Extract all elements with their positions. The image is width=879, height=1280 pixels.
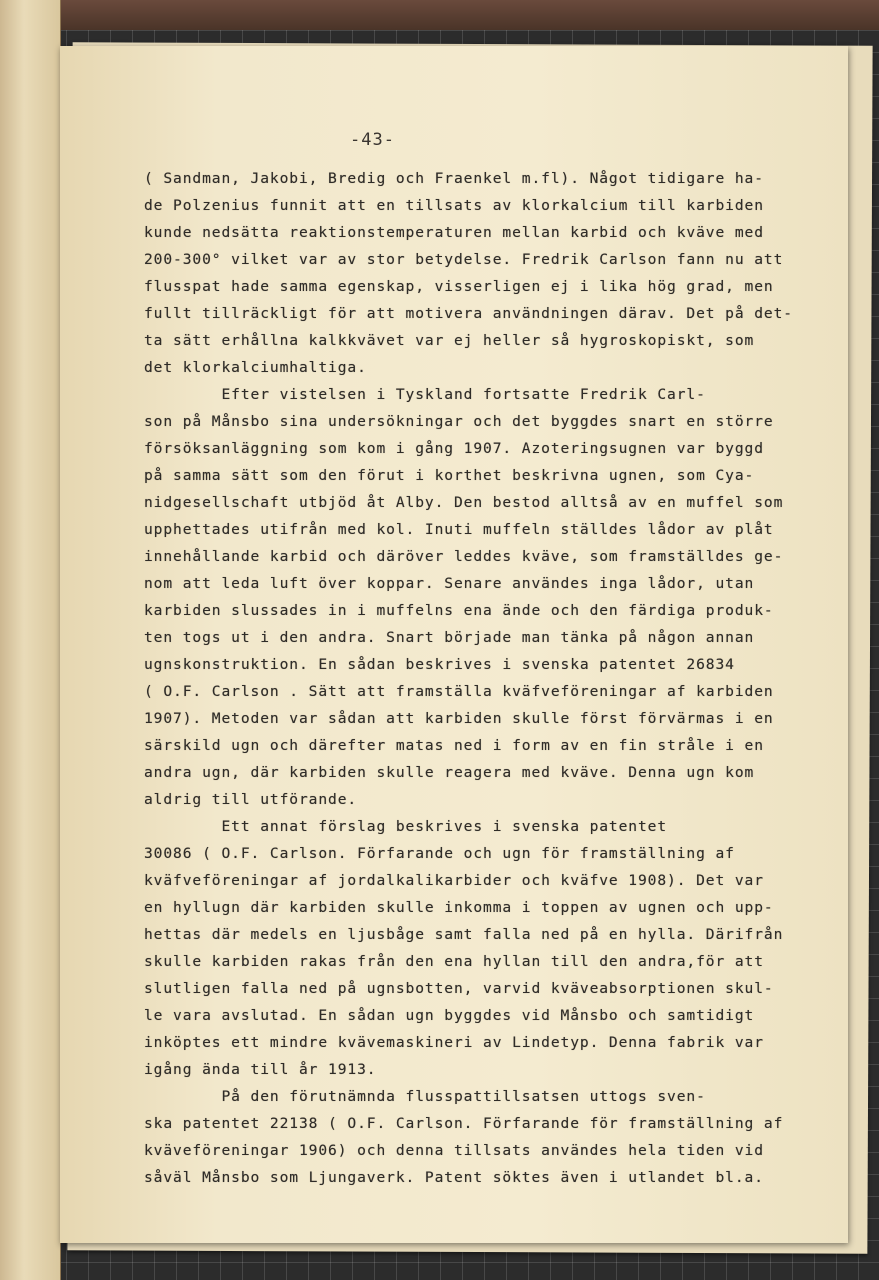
text-line: ( Sandman, Jakobi, Bredig och Fraenkel m.fl). Något tidigare ha- [144, 170, 764, 187]
table-edge [0, 0, 879, 30]
text-line: le vara avslutad. En sådan ugn byggdes vid Månsbo och samtidigt [144, 1007, 755, 1024]
text-line: aldrig till utförande. [144, 791, 358, 808]
text-line: innehållande karbid och däröver leddes kväve, som framställdes ge- [144, 548, 784, 565]
text-line: ten togs ut i den andra. Snart började man tänka på någon annan [144, 629, 755, 646]
text-line: kunde nedsätta reaktionstemperaturen mellan karbid och kväve med [144, 224, 764, 241]
text-line: 200-300° vilket var av stor betydelse. Fredrik Carlson fann nu att [144, 251, 784, 268]
text-line: inköptes ett mindre kvävemaskineri av Lindetyp. Denna fabrik var [144, 1034, 764, 1051]
text-line: 30086 ( O.F. Carlson. Förfarande och ugn för framställning af [144, 845, 735, 862]
document-page [60, 46, 848, 1243]
text-line: kväfveföreningar af jordalkalikarbider och kväfve 1908). Det var [144, 872, 764, 889]
text-line: ska patentet 22138 ( O.F. Carlson. Förfarande för framställning af [144, 1115, 784, 1132]
text-line: slutligen falla ned på ugnsbotten, varvid kväveabsorptionen skul- [144, 980, 774, 997]
text-line: ugnskonstruktion. En sådan beskrives i svenska patentet 26834 [144, 656, 735, 673]
text-line: fullt tillräckligt för att motivera användningen därav. Det på det- [144, 305, 793, 322]
text-line: nom att leda luft över koppar. Senare användes inga lådor, utan [144, 575, 755, 592]
text-line: På den förutnämnda flusspattillsatsen uttogs sven- [144, 1088, 706, 1105]
text-line: på samma sätt som den förut i korthet beskrivna ugnen, som Cya- [144, 467, 755, 484]
text-line: Ett annat förslag beskrives i svenska patentet [144, 818, 668, 835]
text-line: andra ugn, där karbiden skulle reagera med kväve. Denna ugn kom [144, 764, 755, 781]
text-line: det klorkalciumhaltiga. [144, 359, 367, 376]
text-line: son på Månsbo sina undersökningar och det byggdes snart en större [144, 413, 774, 430]
text-line: kväveföreningar 1906) och denna tillsats användes hela tiden vid [144, 1142, 764, 1159]
text-line: skulle karbiden rakas från den ena hyllan till den andra,för att [144, 953, 764, 970]
text-line: flusspat hade samma egenskap, visserligen ej i lika hög grad, men [144, 278, 774, 295]
text-line: ta sätt erhållna kalkkvävet var ej heller så hygroskopiskt, som [144, 332, 755, 349]
text-line: såväl Månsbo som Ljungaverk. Patent söktes även i utlandet bl.a. [144, 1169, 764, 1186]
text-line: karbiden slussades in i muffelns ena ände och den färdiga produk- [144, 602, 774, 619]
text-line: försöksanläggning som kom i gång 1907. Azoteringsugnen var byggd [144, 440, 764, 457]
text-line: hettas där medels en ljusbåge samt falla ned på en hylla. Därifrån [144, 926, 784, 943]
text-line: 1907). Metoden var sådan att karbiden skulle först förvärmas i en [144, 710, 774, 727]
text-line: upphettades utifrån med kol. Inuti muffeln ställdes lådor av plåt [144, 521, 774, 538]
text-line: särskild ugn och därefter matas ned i form av en fin stråle i en [144, 737, 764, 754]
text-line: igång ända till år 1913. [144, 1061, 377, 1078]
text-line: Efter vistelsen i Tyskland fortsatte Fredrik Carl- [144, 386, 706, 403]
left-page-edge [0, 0, 61, 1280]
text-line: en hyllugn där karbiden skulle inkomma i toppen av ugnen och upp- [144, 899, 774, 916]
text-line: de Polzenius funnit att en tillsats av klorkalcium till karbiden [144, 197, 764, 214]
text-line: nidgesellschaft utbjöd åt Alby. Den bestod alltså av en muffel som [144, 494, 784, 511]
text-line: ( O.F. Carlson . Sätt att framställa kväfveföreningar af karbiden [144, 683, 774, 700]
page-number: -43- [350, 130, 395, 150]
